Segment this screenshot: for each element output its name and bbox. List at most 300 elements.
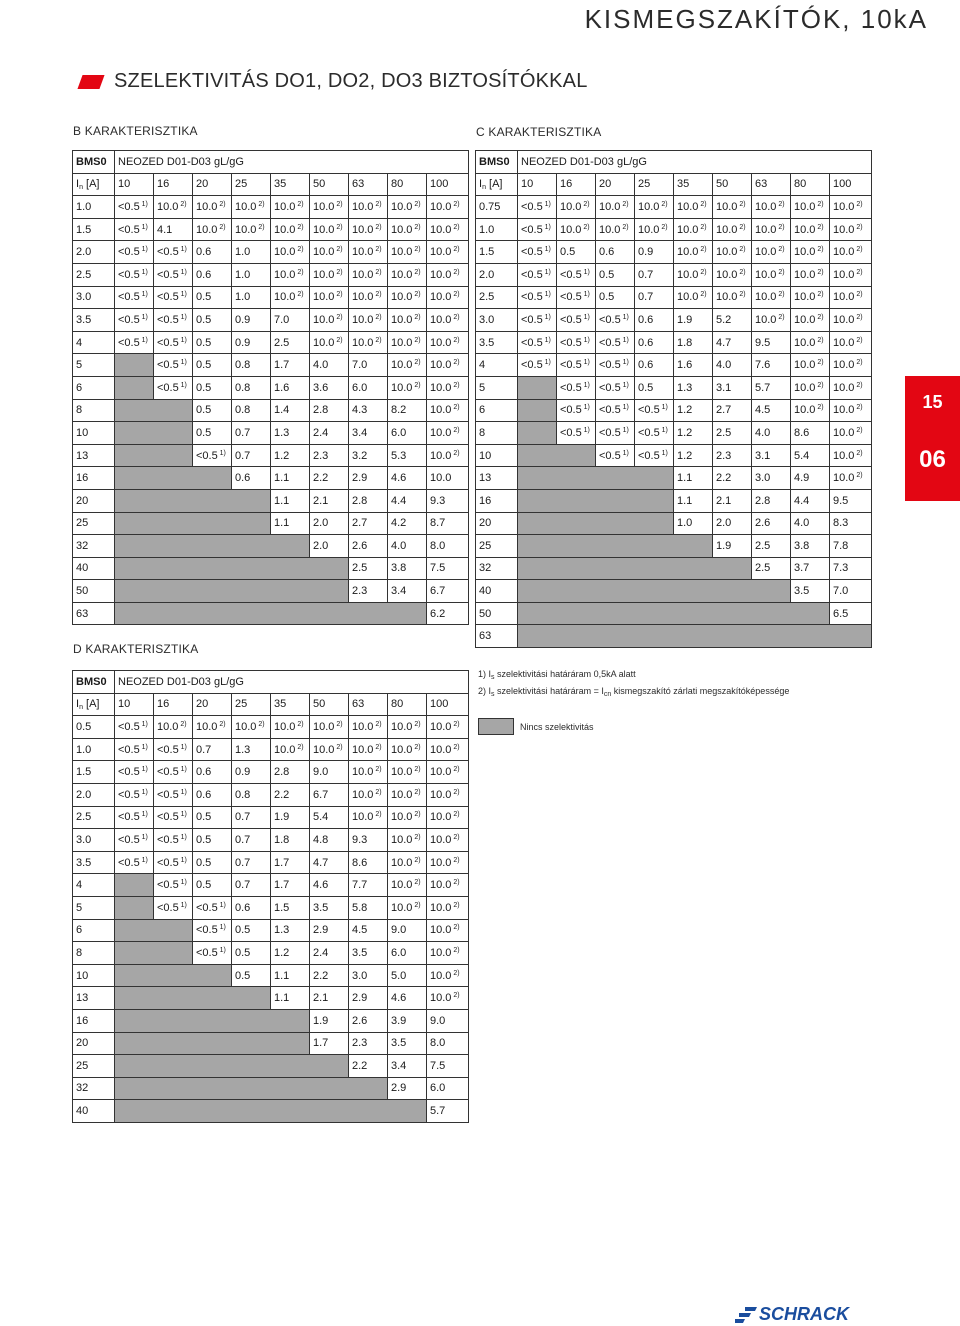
selectivity-value: 10.0 $^{2)}$ [830,422,872,445]
selectivity-value: 10.0 $^{2)}$ [752,241,791,264]
selectivity-value: 7.5 [427,1055,469,1078]
no-selectivity-cell [518,535,713,558]
selectivity-value: <0.5 $^{1)}$ [557,399,596,422]
selectivity-value: 10.0 $^{2)}$ [154,196,193,219]
no-selectivity-cell [115,964,232,987]
selectivity-value: 0.5 [193,376,232,399]
corner-label: BMS0 [73,671,115,694]
selectivity-value: <0.5 $^{1)}$ [518,196,557,219]
selectivity-value: 10.0 $^{2)}$ [427,738,469,761]
selectivity-value: 10.0 $^{2)}$ [596,218,635,241]
selectivity-value: 0.6 [635,354,674,377]
selectivity-value: <0.5 $^{1)}$ [596,309,635,332]
selectivity-value: <0.5 $^{1)}$ [557,376,596,399]
selectivity-value: 10.0 $^{2)}$ [388,241,427,264]
selectivity-value: <0.5 $^{1)}$ [193,896,232,919]
rated-current-label: $I_n$ [A] [73,173,115,196]
mcb-rating: 4 [73,331,115,354]
selectivity-value: 2.9 [310,919,349,942]
selectivity-value: 10.0 $^{2)}$ [232,716,271,739]
selectivity-value: 1.1 [674,489,713,512]
table-row [476,625,872,648]
table-row [73,1077,469,1100]
selectivity-value: 10.0 $^{2)}$ [713,196,752,219]
mcb-rating: 6 [476,399,518,422]
selectivity-value: 4.0 [713,354,752,377]
selectivity-value: <0.5 $^{1)}$ [154,309,193,332]
selectivity-table-b [72,150,469,625]
selectivity-value: 10.0 $^{2)}$ [557,196,596,219]
fuse-rating: 80 [388,173,427,196]
footnote-2-text: szelektivitási határáram = I [494,686,604,696]
selectivity-value: 4.0 [310,354,349,377]
selectivity-value: 10.0 $^{2)}$ [791,331,830,354]
selectivity-value: 10.0 $^{2)}$ [388,761,427,784]
table-row [73,535,469,558]
selectivity-value: 0.7 [232,444,271,467]
table-row [73,196,469,219]
table-row [476,286,872,309]
selectivity-value: <0.5 $^{1)}$ [154,851,193,874]
selectivity-value: <0.5 $^{1)}$ [557,422,596,445]
selectivity-value: 10.0 [427,467,469,490]
selectivity-value: 0.9 [232,309,271,332]
selectivity-value: 1.8 [271,829,310,852]
table-row [73,354,469,377]
table-row [73,512,469,535]
selectivity-value: 10.0 $^{2)}$ [427,829,469,852]
mcb-rating: 20 [73,1032,115,1055]
no-selectivity-cell [115,896,154,919]
selectivity-value: 1.6 [271,376,310,399]
selectivity-value: 10.0 $^{2)}$ [830,263,872,286]
selectivity-value: <0.5 $^{1)}$ [154,331,193,354]
selectivity-value: 2.5 [713,422,752,445]
selectivity-value: 10.0 $^{2)}$ [310,331,349,354]
footnote-1-subscript: s [491,674,495,681]
table-row [73,1009,469,1032]
mcb-rating: 25 [73,512,115,535]
mcb-rating: 32 [476,557,518,580]
selectivity-value: 3.5 [388,1032,427,1055]
mcb-rating: 2.0 [73,783,115,806]
footnote-2-number: 2) [478,686,487,696]
selectivity-value: 1.5 [271,896,310,919]
selectivity-value: 10.0 $^{2)}$ [310,241,349,264]
mcb-rating: 6 [73,919,115,942]
selectivity-value: 10.0 $^{2)}$ [713,263,752,286]
selectivity-value: 3.4 [388,1055,427,1078]
table-row [73,557,469,580]
selectivity-value: 10.0 $^{2)}$ [388,196,427,219]
selectivity-value: 5.7 [427,1100,469,1123]
fuse-type-header: NEOZED D01-D03 gL/gG [115,151,469,174]
mcb-rating: 3.0 [476,309,518,332]
selectivity-value: 2.3 [349,580,388,603]
selectivity-value: 10.0 $^{2)}$ [674,241,713,264]
selectivity-value: 7.0 [271,309,310,332]
selectivity-value: 10.0 $^{2)}$ [830,286,872,309]
selectivity-value: 10.0 $^{2)}$ [427,286,469,309]
selectivity-value: 1.3 [674,376,713,399]
mcb-rating: 32 [73,1077,115,1100]
selectivity-value: 6.5 [830,602,872,625]
mcb-rating: 13 [73,444,115,467]
selectivity-value: 10.0 $^{2)}$ [349,738,388,761]
mcb-rating: 1.0 [476,218,518,241]
no-selectivity-cell [518,625,872,648]
selectivity-value: 10.0 $^{2)}$ [271,286,310,309]
selectivity-value: 10.0 $^{2)}$ [830,196,872,219]
selectivity-value: 1.9 [713,535,752,558]
mcb-rating: 10 [73,964,115,987]
selectivity-value: 10.0 $^{2)}$ [349,286,388,309]
selectivity-value: 0.5 [193,806,232,829]
table-row [73,783,469,806]
label-d-characteristic: D KARAKTERISZTIKA [73,642,199,656]
selectivity-value: 2.6 [752,512,791,535]
no-selectivity-cell [518,489,674,512]
selectivity-value: 9.0 [427,1009,469,1032]
mcb-rating: 20 [73,489,115,512]
rated-current-label: $I_n$ [A] [476,173,518,196]
selectivity-value: 3.4 [349,422,388,445]
selectivity-value: 9.3 [427,489,469,512]
selectivity-value: 3.5 [349,942,388,965]
mcb-rating: 13 [73,987,115,1010]
selectivity-value: 2.2 [310,467,349,490]
selectivity-value: 10.0 $^{2)}$ [388,309,427,332]
footnotes [478,666,789,700]
table-row [476,241,872,264]
selectivity-value: 10.0 $^{2)}$ [388,376,427,399]
tab-number-bottom: 06 [919,446,946,473]
table-row [476,331,872,354]
mcb-rating: 5 [73,354,115,377]
mcb-rating: 3.0 [73,829,115,852]
selectivity-value: 2.2 [271,783,310,806]
table-row [73,309,469,332]
selectivity-value: <0.5 $^{1)}$ [193,444,232,467]
selectivity-value: 10.0 $^{2)}$ [349,241,388,264]
fuse-rating: 16 [154,693,193,716]
selectivity-value: 2.1 [310,987,349,1010]
selectivity-value: 10.0 $^{2)}$ [427,919,469,942]
selectivity-value: 10.0 $^{2)}$ [427,399,469,422]
selectivity-value: <0.5 $^{1)}$ [115,851,154,874]
selectivity-value: 1.3 [271,919,310,942]
mcb-rating: 3.0 [73,286,115,309]
selectivity-value: 4.0 [791,512,830,535]
mcb-rating: 0.5 [73,716,115,739]
mcb-rating: 3.5 [73,309,115,332]
no-selectivity-cell [115,512,271,535]
selectivity-value: 10.0 $^{2)}$ [349,263,388,286]
selectivity-value: 4.0 [752,422,791,445]
selectivity-value: 0.7 [232,806,271,829]
selectivity-value: 6.0 [388,422,427,445]
selectivity-value: 0.5 [193,874,232,897]
selectivity-value: 7.6 [752,354,791,377]
selectivity-value: 1.0 [232,286,271,309]
mcb-rating: 5 [73,896,115,919]
selectivity-value: 0.8 [232,399,271,422]
selectivity-value: 1.2 [674,422,713,445]
selectivity-value: 1.9 [674,309,713,332]
selectivity-value: 0.6 [232,896,271,919]
table-row [73,806,469,829]
selectivity-value: 10.0 $^{2)}$ [193,716,232,739]
selectivity-value: 10.0 $^{2)}$ [427,196,469,219]
table-row [73,467,469,490]
selectivity-value: <0.5 $^{1)}$ [154,783,193,806]
no-selectivity-cell [518,580,791,603]
selectivity-value: 2.7 [349,512,388,535]
selectivity-value: 2.3 [349,1032,388,1055]
selectivity-value: 3.0 [349,964,388,987]
selectivity-value: <0.5 $^{1)}$ [154,738,193,761]
red-parallelogram-icon [77,75,104,89]
selectivity-value: 4.9 [791,467,830,490]
selectivity-value: 10.0 $^{2)}$ [310,738,349,761]
table-row [73,218,469,241]
selectivity-value: 10.0 $^{2)}$ [752,218,791,241]
selectivity-value: 10.0 $^{2)}$ [388,783,427,806]
mcb-rating: 8 [73,942,115,965]
selectivity-value: 10.0 $^{2)}$ [427,851,469,874]
selectivity-value: 10.0 $^{2)}$ [596,196,635,219]
selectivity-value: 9.3 [349,829,388,852]
footnote-1-text: szelektivitási határáram 0,5kA alatt [494,669,636,679]
table-row [476,376,872,399]
selectivity-value: 9.0 [388,919,427,942]
selectivity-value: 4.4 [388,489,427,512]
table-row [73,241,469,264]
selectivity-value: 0.8 [232,354,271,377]
selectivity-value: 0.6 [232,467,271,490]
no-selectivity-cell [115,580,349,603]
selectivity-value: 0.5 [232,942,271,965]
selectivity-value: 10.0 $^{2)}$ [193,196,232,219]
selectivity-value: 3.5 [791,580,830,603]
mcb-rating: 25 [73,1055,115,1078]
selectivity-value: 5.4 [310,806,349,829]
selectivity-value: <0.5 $^{1)}$ [115,761,154,784]
selectivity-value: <0.5 $^{1)}$ [154,263,193,286]
selectivity-value: 1.2 [674,444,713,467]
selectivity-value: 2.0 [310,512,349,535]
no-selectivity-cell [115,557,349,580]
selectivity-value: <0.5 $^{1)}$ [115,218,154,241]
selectivity-value: 2.4 [310,942,349,965]
selectivity-value: 10.0 $^{2)}$ [674,218,713,241]
selectivity-value: 0.7 [232,851,271,874]
no-selectivity-cell [115,535,310,558]
selectivity-value: 10.0 $^{2)}$ [310,716,349,739]
section-heading [80,70,588,93]
selectivity-value: 10.0 $^{2)}$ [232,196,271,219]
table-row [476,196,872,219]
selectivity-value: 3.0 [752,467,791,490]
selectivity-value: 10.0 $^{2)}$ [427,331,469,354]
no-selectivity-cell [115,942,193,965]
selectivity-value: 1.6 [674,354,713,377]
selectivity-value: 1.0 [232,263,271,286]
selectivity-value: 0.7 [232,874,271,897]
selectivity-value: 9.5 [752,331,791,354]
selectivity-value: 10.0 $^{2)}$ [427,422,469,445]
table-row [476,422,872,445]
mcb-rating: 40 [73,557,115,580]
selectivity-value: 1.2 [271,942,310,965]
selectivity-value: 10.0 $^{2)}$ [427,783,469,806]
schrack-logo [735,1303,870,1323]
selectivity-value: 1.1 [271,964,310,987]
selectivity-value: 4.7 [713,331,752,354]
selectivity-value: 10.0 $^{2)}$ [791,399,830,422]
no-selectivity-cell [518,557,752,580]
selectivity-value: 4.5 [752,399,791,422]
selectivity-value: 1.0 [232,241,271,264]
mcb-rating: 3.5 [476,331,518,354]
selectivity-value: 10.0 $^{2)}$ [388,829,427,852]
selectivity-value: 4.1 [154,218,193,241]
selectivity-value: <0.5 $^{1)}$ [115,783,154,806]
selectivity-value: 3.4 [388,580,427,603]
mcb-rating: 16 [73,467,115,490]
selectivity-value: 10.0 $^{2)}$ [791,286,830,309]
corner-label: BMS0 [476,151,518,174]
fuse-rating: 80 [388,693,427,716]
table-row [476,535,872,558]
selectivity-value: 10.0 $^{2)}$ [349,196,388,219]
no-selectivity-cell [115,1077,388,1100]
selectivity-value: 10.0 $^{2)}$ [388,286,427,309]
mcb-rating: 16 [476,489,518,512]
selectivity-value: <0.5 $^{1)}$ [115,738,154,761]
table-row [73,399,469,422]
fuse-rating: 20 [596,173,635,196]
no-selectivity-cell [115,1009,310,1032]
selectivity-value: 10.0 $^{2)}$ [427,964,469,987]
mcb-rating: 6 [73,376,115,399]
mcb-rating: 50 [73,580,115,603]
mcb-rating: 40 [73,1100,115,1123]
selectivity-value: 10.0 $^{2)}$ [427,896,469,919]
selectivity-value: 1.1 [674,467,713,490]
selectivity-value: 0.5 [596,286,635,309]
selectivity-value: <0.5 $^{1)}$ [557,263,596,286]
selectivity-value: 0.9 [635,241,674,264]
table-row [476,467,872,490]
selectivity-value: <0.5 $^{1)}$ [115,309,154,332]
legend-grey-swatch [478,718,514,735]
table-row [476,512,872,535]
no-selectivity-cell [518,376,557,399]
selectivity-value: 8.0 [427,535,469,558]
selectivity-value: <0.5 $^{1)}$ [115,196,154,219]
selectivity-value: 1.1 [271,467,310,490]
mcb-rating: 50 [476,602,518,625]
selectivity-value: 0.5 [193,422,232,445]
selectivity-value: 0.5 [557,241,596,264]
table-row [73,964,469,987]
selectivity-value: 10.0 $^{2)}$ [427,942,469,965]
selectivity-value: <0.5 $^{1)}$ [596,331,635,354]
selectivity-value: 10.0 $^{2)}$ [310,263,349,286]
heading-text: SZELEKTIVITÁS DO1, DO2, DO3 BIZTOSÍTÓKKAL [114,70,588,92]
selectivity-value: 10.0 $^{2)}$ [427,263,469,286]
selectivity-value: <0.5 $^{1)}$ [115,806,154,829]
fuse-rating: 80 [791,173,830,196]
selectivity-value: 4.6 [388,987,427,1010]
selectivity-value: <0.5 $^{1)}$ [193,919,232,942]
selectivity-value: 4.6 [310,874,349,897]
table-row [476,218,872,241]
selectivity-value: 10.0 $^{2)}$ [388,716,427,739]
mcb-rating: 20 [476,512,518,535]
selectivity-value: 4.5 [349,919,388,942]
table-row [73,874,469,897]
selectivity-value: 2.9 [388,1077,427,1100]
selectivity-value: 6.7 [310,783,349,806]
legend-label: Nincs szelektivitás [520,721,594,732]
fuse-rating: 16 [557,173,596,196]
selectivity-value: 3.8 [791,535,830,558]
selectivity-value: 0.6 [193,241,232,264]
selectivity-value: 4.4 [791,489,830,512]
selectivity-value: 0.7 [635,286,674,309]
selectivity-value: 0.9 [232,331,271,354]
selectivity-value: 10.0 $^{2)}$ [271,738,310,761]
mcb-rating: 2.0 [73,241,115,264]
selectivity-value: <0.5 $^{1)}$ [635,444,674,467]
selectivity-value: 6.0 [427,1077,469,1100]
selectivity-value: 0.5 [193,829,232,852]
fuse-rating: 50 [310,693,349,716]
selectivity-value: 2.2 [713,467,752,490]
selectivity-value: 10.0 $^{2)}$ [388,851,427,874]
mcb-rating: 40 [476,580,518,603]
selectivity-value: 10.0 $^{2)}$ [427,761,469,784]
selectivity-value: 0.5 [193,309,232,332]
fuse-rating: 20 [193,173,232,196]
selectivity-value: 10.0 $^{2)}$ [310,286,349,309]
selectivity-value: <0.5 $^{1)}$ [154,354,193,377]
mcb-rating: 2.5 [73,263,115,286]
selectivity-value: <0.5 $^{1)}$ [154,806,193,829]
selectivity-value: 10.0 $^{2)}$ [752,263,791,286]
selectivity-value: <0.5 $^{1)}$ [154,761,193,784]
selectivity-value: 1.2 [674,399,713,422]
fuse-rating: 25 [232,693,271,716]
selectivity-value: 3.1 [752,444,791,467]
table-row [73,376,469,399]
legend [478,718,594,735]
footnote-2-text-2: kismegszakító zárlati megszakítóképessége [611,686,790,696]
selectivity-value: 10.0 $^{2)}$ [349,806,388,829]
footnote-1 [478,666,789,683]
selectivity-value: <0.5 $^{1)}$ [154,376,193,399]
mcb-rating: 3.5 [73,851,115,874]
selectivity-value: 1.8 [674,331,713,354]
mcb-rating: 1.5 [73,761,115,784]
selectivity-value: <0.5 $^{1)}$ [154,286,193,309]
selectivity-value: 1.4 [271,399,310,422]
selectivity-value: 10.0 $^{2)}$ [427,716,469,739]
selectivity-value: 10.0 $^{2)}$ [791,218,830,241]
fuse-rating: 63 [752,173,791,196]
